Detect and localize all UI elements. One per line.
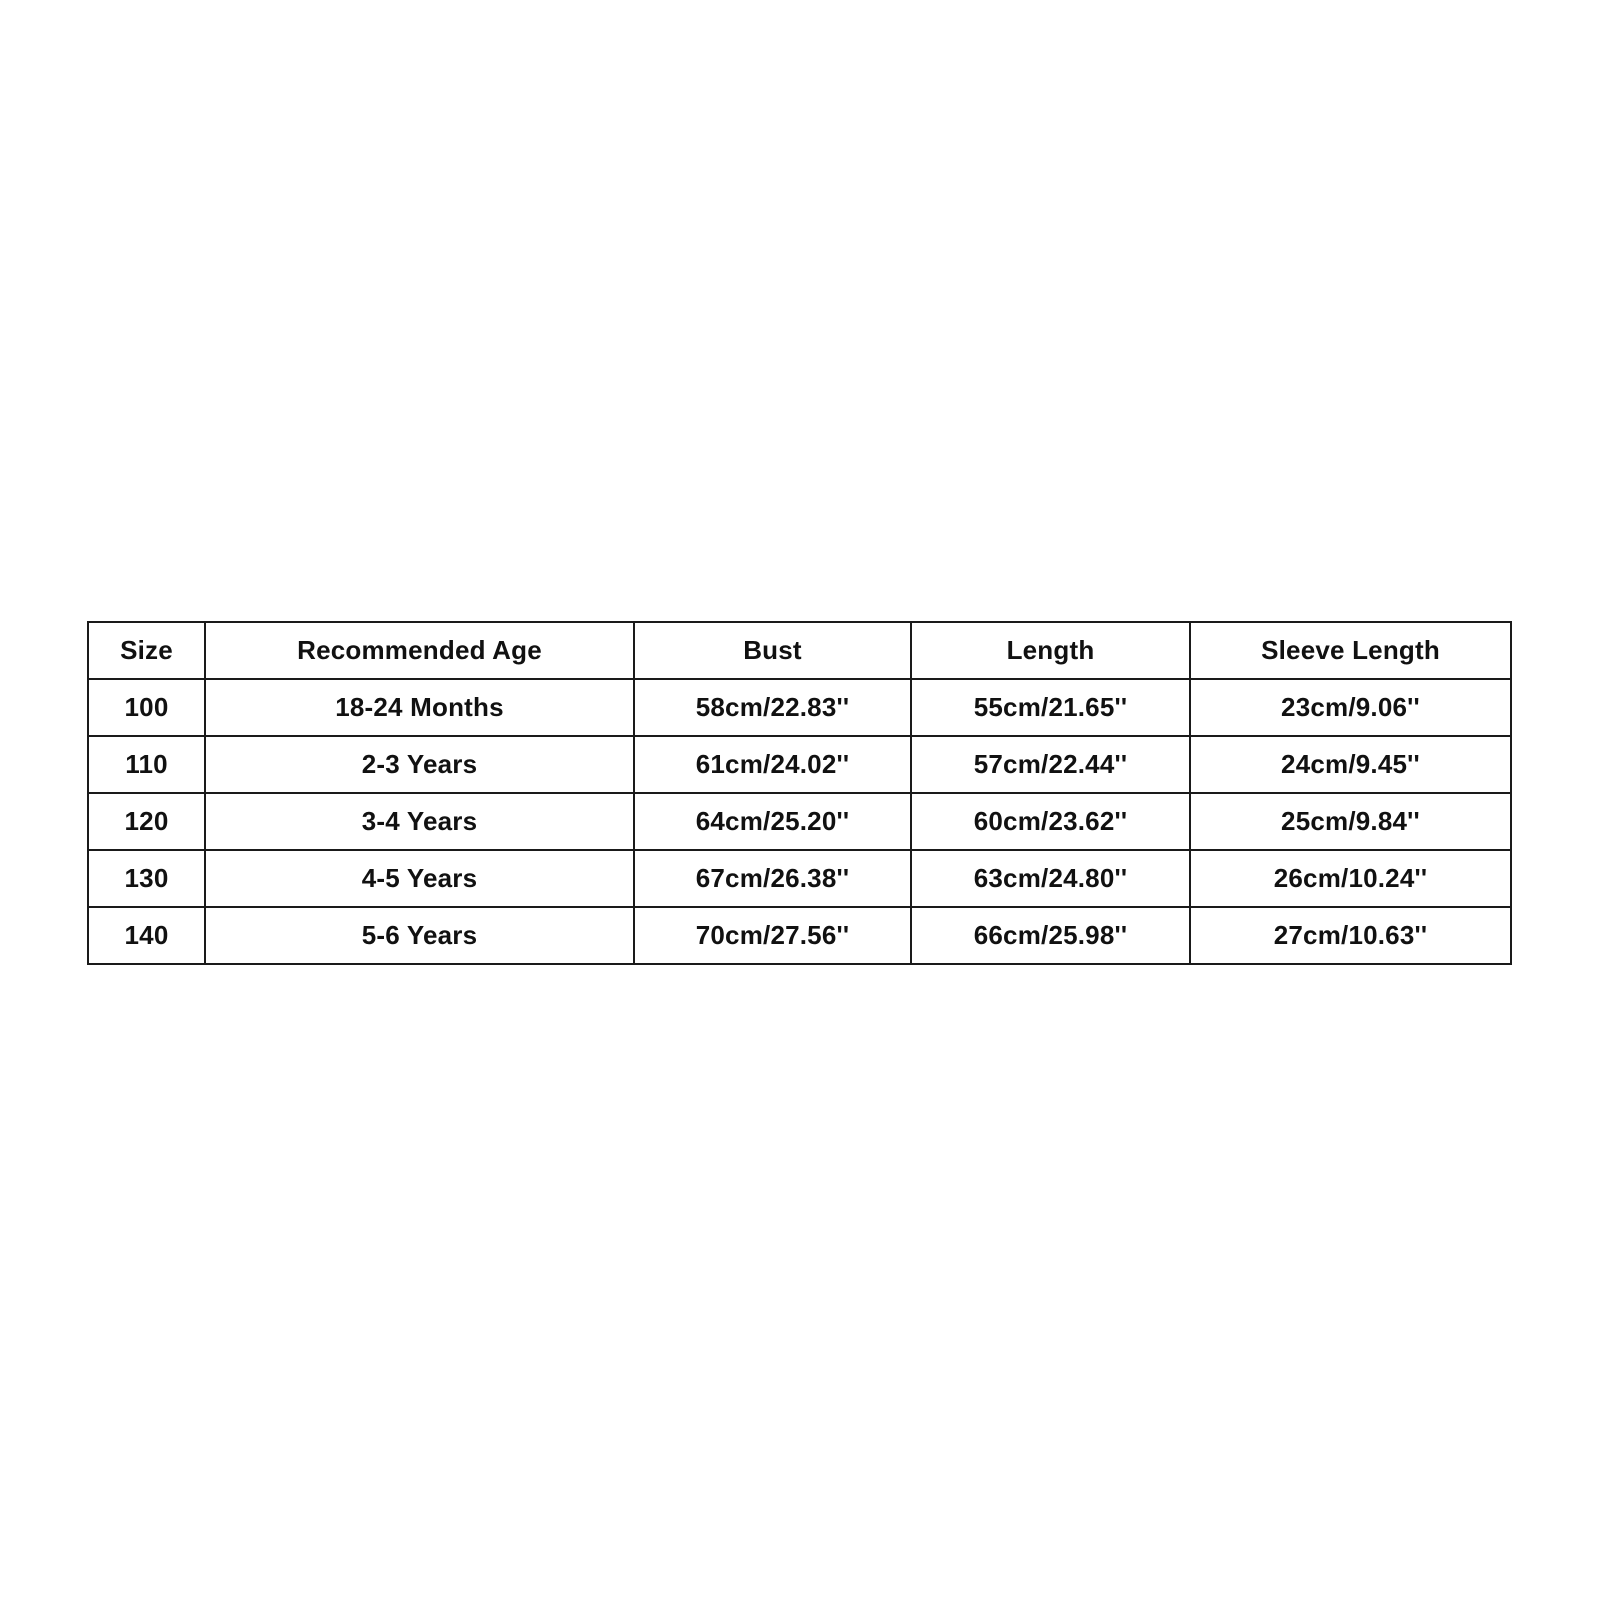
cell-length: 66cm/25.98'' [911,907,1190,964]
cell-recommended-age: 18-24 Months [205,679,634,736]
cell-sleeve-length: 25cm/9.84'' [1190,793,1511,850]
header-length: Length [911,622,1190,679]
cell-recommended-age: 3-4 Years [205,793,634,850]
cell-recommended-age: 4-5 Years [205,850,634,907]
header-size: Size [88,622,205,679]
cell-bust: 61cm/24.02'' [634,736,911,793]
cell-size: 140 [88,907,205,964]
cell-recommended-age: 2-3 Years [205,736,634,793]
cell-size: 100 [88,679,205,736]
table-row [88,850,1511,907]
cell-length: 55cm/21.65'' [911,679,1190,736]
header-sleeve-length: Sleeve Length [1190,622,1511,679]
cell-sleeve-length: 23cm/9.06'' [1190,679,1511,736]
header-recommended-age: Recommended Age [205,622,634,679]
cell-bust: 64cm/25.20'' [634,793,911,850]
cell-sleeve-length: 24cm/9.45'' [1190,736,1511,793]
cell-length: 57cm/22.44'' [911,736,1190,793]
cell-length: 63cm/24.80'' [911,850,1190,907]
cell-recommended-age: 5-6 Years [205,907,634,964]
table-row [88,736,1511,793]
table-header-row [88,622,1511,679]
cell-length: 60cm/23.62'' [911,793,1190,850]
table-row [88,793,1511,850]
cell-size: 110 [88,736,205,793]
size-chart-table [87,621,1512,965]
cell-sleeve-length: 26cm/10.24'' [1190,850,1511,907]
table-row [88,679,1511,736]
cell-bust: 70cm/27.56'' [634,907,911,964]
cell-size: 120 [88,793,205,850]
cell-size: 130 [88,850,205,907]
cell-bust: 67cm/26.38'' [634,850,911,907]
table-row [88,907,1511,964]
header-bust: Bust [634,622,911,679]
cell-bust: 58cm/22.83'' [634,679,911,736]
cell-sleeve-length: 27cm/10.63'' [1190,907,1511,964]
